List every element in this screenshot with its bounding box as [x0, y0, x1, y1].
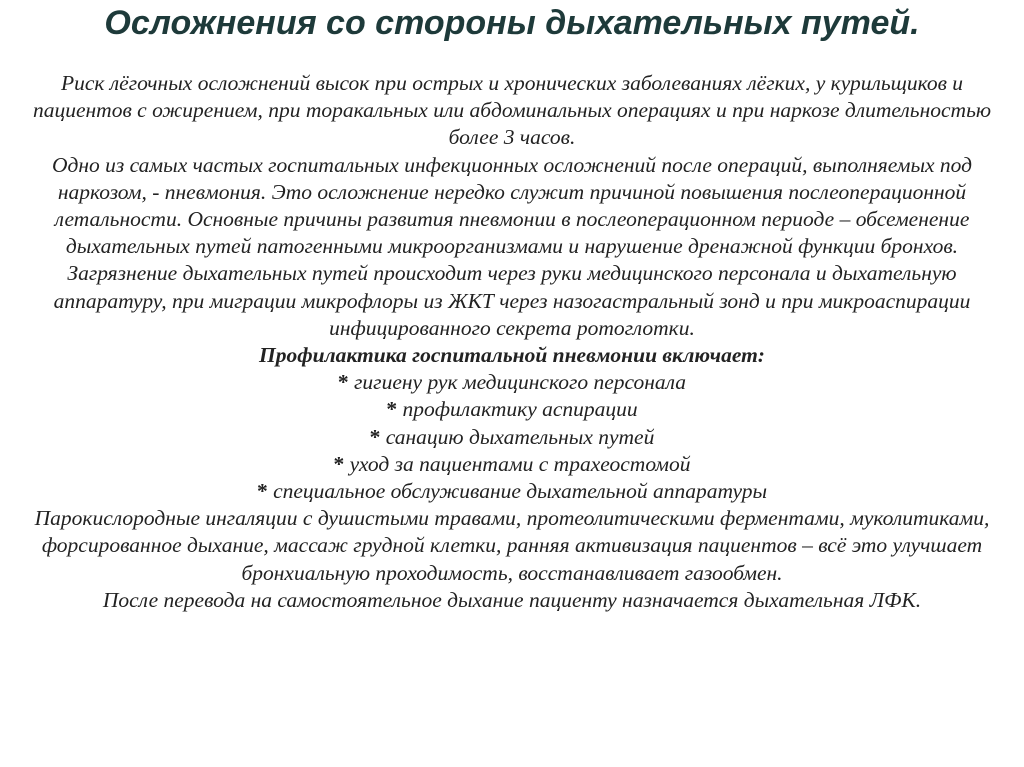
- prevention-item: [24, 478, 1000, 505]
- paragraph-risk: Риск лёгочных осложнений высок при острых и хронических заболеваниях лёгких, у курильщиков и пациентов с ожирением, при торакальных или абдоминальных операциях и при наркозе длительностью более 3 часов.: [32, 71, 992, 150]
- prevention-item-text: профилактику аспирации: [402, 397, 638, 422]
- prevention-heading: Профилактика госпитальной пневмонии включает:: [259, 343, 765, 368]
- bullet-star: *: [256, 479, 268, 504]
- prevention-item-text: гигиену рук медицинского персонала: [354, 370, 687, 395]
- prevention-item: [24, 369, 1000, 396]
- prevention-item: [24, 424, 1000, 451]
- bullet-star: *: [337, 370, 349, 395]
- prevention-item: [24, 451, 1000, 478]
- bullet-star: *: [333, 451, 345, 476]
- slide-body: [24, 70, 1000, 614]
- slide-title: Осложнения со стороны дыхательных путей.: [104, 4, 920, 42]
- bullet-star: *: [369, 424, 381, 449]
- prevention-item-text: уход за пациентами с трахеостомой: [349, 451, 691, 476]
- paragraph-contamination: Загрязнение дыхательных путей происходит через руки медицинского персонала и дыхательную аппаратуру, при миграции микрофлоры из ЖКТ через назогастральный зонд и при микроаспирации инфицированного секрета ротоглотки.: [53, 261, 971, 340]
- paragraph-inhalations: Парокислородные ингаляции с душистыми травами, протеолитическими ферментами, муколитиками, форсированное дыхание, массаж грудной клетки, ранняя активизация пациентов – всё это улучшает бронхиальную проходимость, восстанавливает газообмен.: [34, 506, 990, 585]
- paragraph-pneumonia: Одно из самых частых госпитальных инфекционных осложнений после операций, выполняемых под наркозом, - пневмония. Это осложнение нередко служит причиной повышения послеоперационной летальности. Основные причины развития пневмонии в послеоперационном периоде – обсеменение дыхательных путей патогенными микроорганизмами и нарушение дренажной функции бронхов.: [51, 152, 973, 259]
- prevention-item-text: специальное обслуживание дыхательной аппаратуры: [273, 479, 768, 504]
- prevention-item: [24, 396, 1000, 423]
- bullet-star: *: [386, 397, 398, 422]
- prevention-item-text: санацию дыхательных путей: [385, 424, 655, 449]
- paragraph-lfk: После перевода на самостоятельное дыхание пациенту назначается дыхательная ЛФК.: [102, 587, 922, 612]
